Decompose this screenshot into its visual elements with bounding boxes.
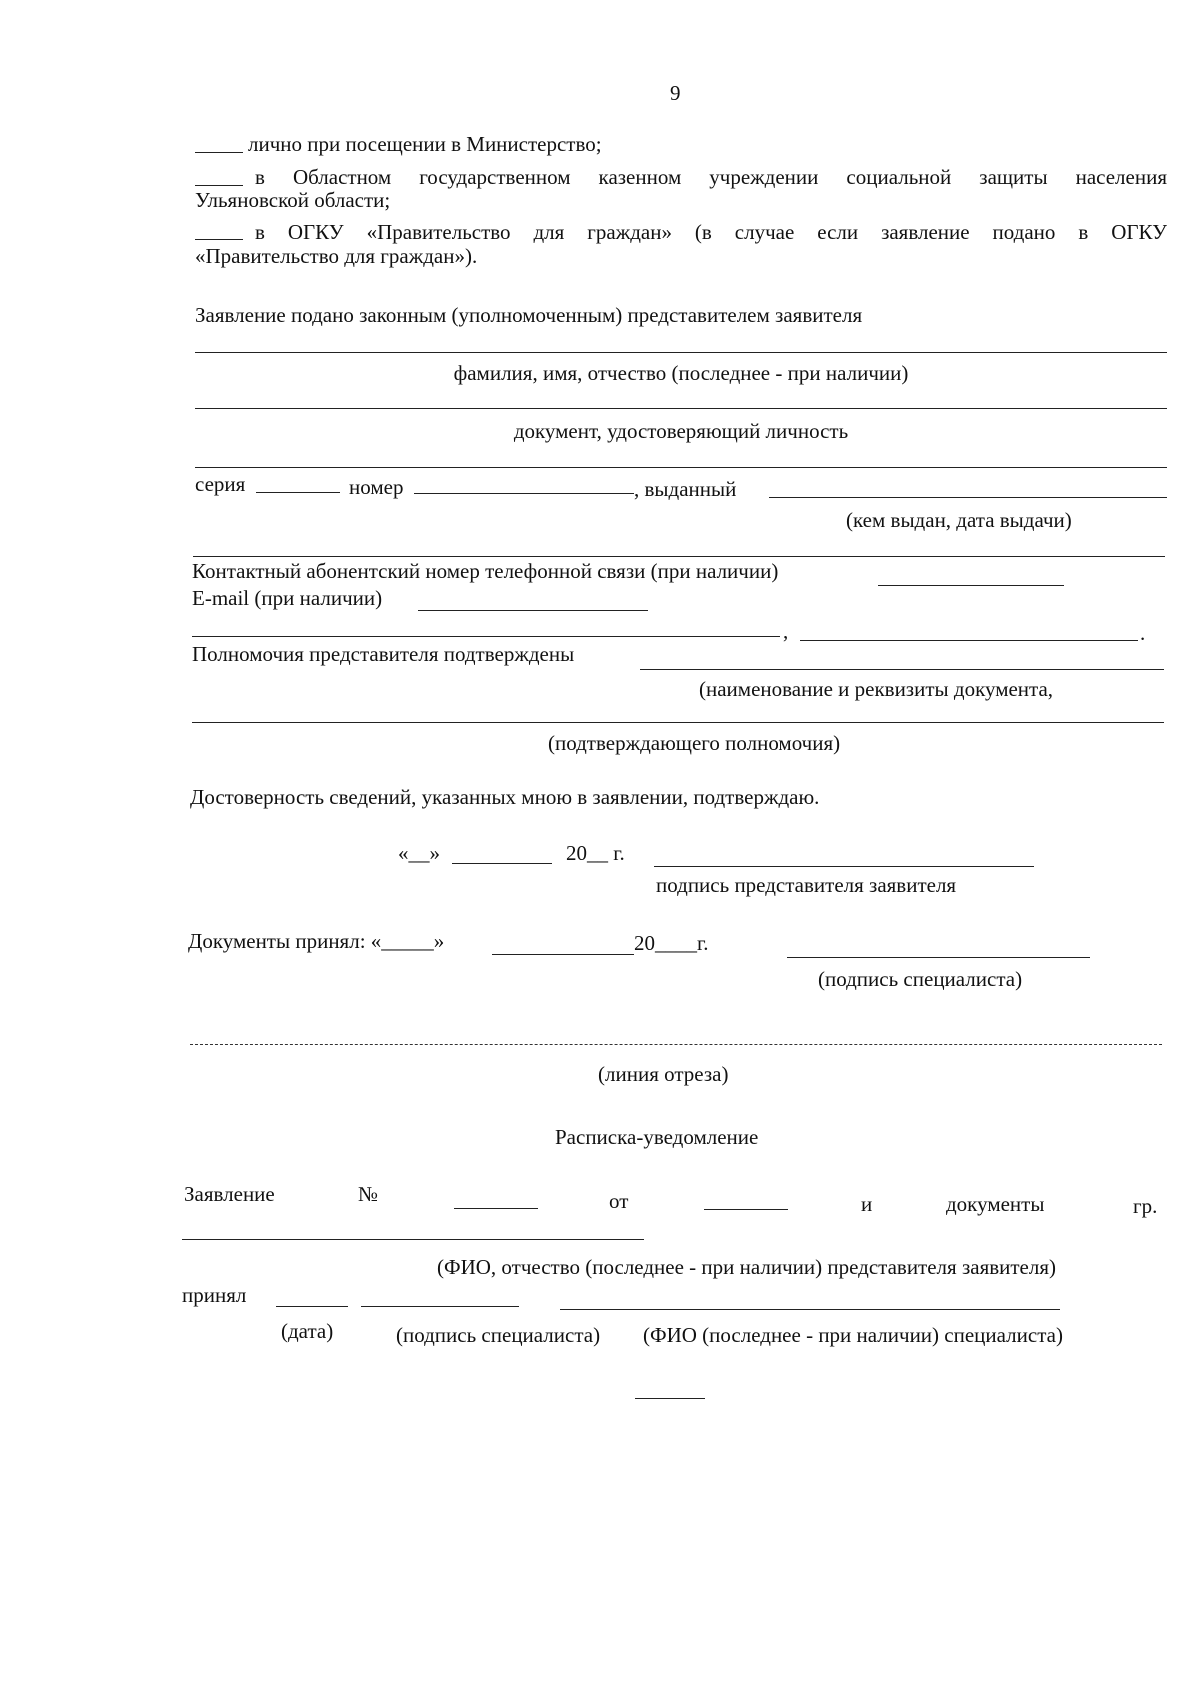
accepted-year: 20____г. — [634, 931, 709, 955]
receipt-number-blank — [454, 1208, 538, 1209]
blank-line — [195, 239, 243, 240]
receipt-specialist-caption: (ФИО (последнее - при наличии) специалиста) — [643, 1323, 1063, 1347]
authority-blank — [640, 669, 1164, 670]
end-separator — [635, 1398, 705, 1399]
accepted-month-blank — [492, 954, 634, 955]
confirmation-date-open: «__» — [398, 841, 440, 865]
accepted-signature-caption: (подпись специалиста) — [818, 967, 1023, 991]
document-caption: документ, удостоверяющий личность — [513, 419, 849, 443]
receipt-word-documents: документы — [946, 1192, 1045, 1216]
phone-blank — [878, 585, 1064, 586]
fio-line — [195, 352, 1167, 353]
issued-caption: (кем выдан, дата выдачи) — [846, 508, 1072, 532]
receipt-accepted-label: принял — [182, 1283, 247, 1307]
receipt-date-caption: (дата) — [281, 1319, 334, 1343]
receipt-signature-caption: (подпись специалиста) — [396, 1323, 601, 1347]
receipt-fio-blank — [182, 1239, 644, 1240]
period: . — [1140, 621, 1146, 645]
email-blank — [418, 610, 648, 611]
option-ogku-line2: «Правительство для граждан»). — [195, 244, 478, 268]
accepted-signature-blank — [787, 957, 1090, 958]
blank-line-short — [800, 640, 1138, 641]
document-line — [195, 408, 1167, 409]
document-line-2 — [195, 467, 1167, 468]
phone-label: Контактный абонентский номер телефонной связи (при наличии) — [192, 559, 779, 583]
issued-label: , выданный — [634, 477, 737, 501]
issued-line-2 — [193, 556, 1165, 557]
receipt-date-blank-2 — [276, 1306, 348, 1307]
receipt-specialist-blank — [560, 1309, 1060, 1310]
receipt-title: Расписка-уведомление — [555, 1125, 759, 1149]
blank-line — [195, 185, 243, 186]
series-blank — [256, 492, 340, 493]
number-blank — [414, 493, 634, 494]
option-ogku-line1: в ОГКУ «Правительство для граждан» (в случае если заявление подано в ОГКУ — [255, 220, 1167, 244]
receipt-word-application: Заявление — [184, 1182, 275, 1206]
comma: , — [783, 619, 789, 643]
number-label: номер — [349, 475, 404, 499]
authority-caption1: (наименование и реквизиты документа, — [699, 677, 1054, 701]
email-label: E-mail (при наличии) — [192, 586, 383, 610]
receipt-signature-blank — [361, 1306, 519, 1307]
representative-heading: Заявление подано законным (уполномоченным) представителем заявителя — [195, 303, 863, 327]
cut-line-caption: (линия отреза) — [598, 1062, 729, 1086]
receipt-word-and: и — [861, 1192, 873, 1216]
option-ogkuszn-line1: в Областном государственном казенном учреждении социальной защиты населения — [255, 165, 1167, 189]
authority-caption2: (подтверждающего полномочия) — [548, 731, 841, 755]
authority-label: Полномочия представителя подтверждены — [192, 642, 575, 666]
issued-blank — [769, 497, 1167, 498]
page-number: 9 — [670, 81, 681, 105]
confirmation-month-blank — [452, 863, 552, 864]
option-in-person: лично при посещении в Министерство; — [248, 132, 602, 156]
accepted-label: Документы принял: «_____» — [188, 929, 445, 953]
blank-line-long — [192, 636, 780, 637]
series-label: серия — [195, 472, 246, 496]
cut-line — [190, 1044, 1162, 1045]
option-ogkuszn-line2: Ульяновской области; — [195, 188, 391, 212]
confirmation-year: 20__ г. — [566, 841, 625, 865]
confirmation-signature-caption: подпись представителя заявителя — [656, 873, 957, 897]
fio-caption: фамилия, имя, отчество (последнее - при наличии) — [453, 361, 909, 385]
receipt-word-number: № — [358, 1182, 379, 1206]
confirmation-signature-blank — [654, 866, 1034, 867]
authority-line-2 — [192, 722, 1164, 723]
receipt-date-blank — [704, 1209, 788, 1210]
receipt-word-gr: гр. — [1133, 1194, 1158, 1218]
blank-line — [195, 152, 243, 153]
receipt-word-from: от — [609, 1189, 629, 1213]
confirmation-statement: Достоверность сведений, указанных мною в заявлении, подтверждаю. — [190, 785, 820, 809]
receipt-fio-caption: (ФИО, отчество (последнее - при наличии) представителя заявителя) — [437, 1255, 1057, 1279]
